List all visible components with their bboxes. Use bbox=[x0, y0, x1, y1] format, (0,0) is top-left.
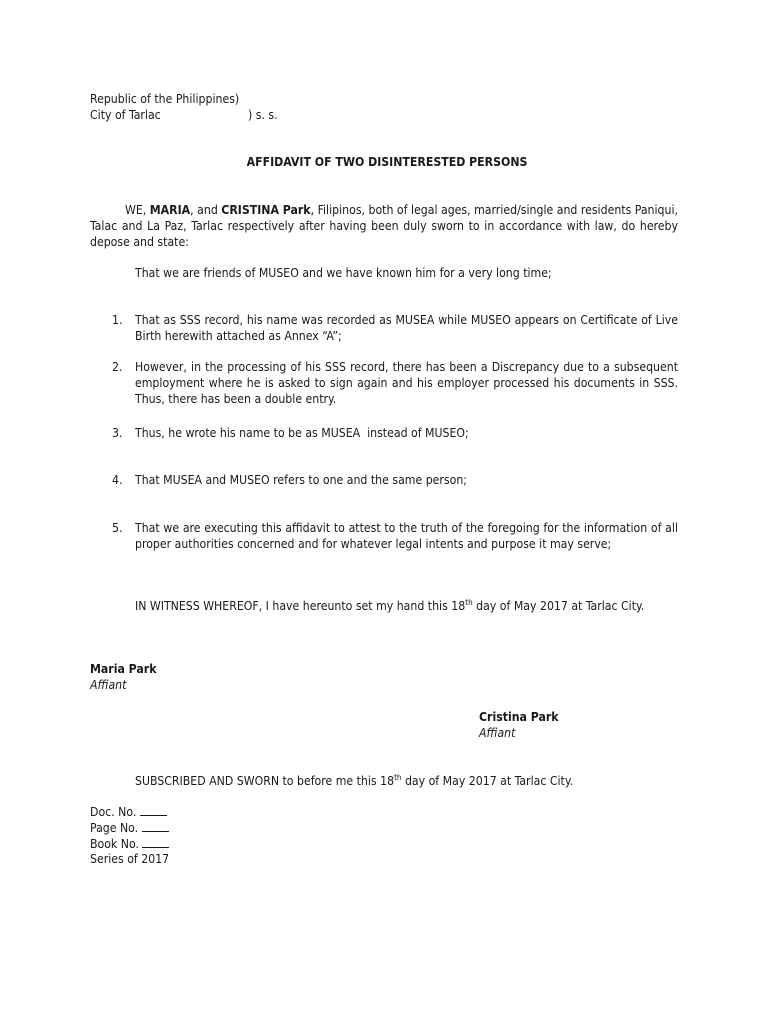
affiant-1-role: Affiant bbox=[90, 677, 127, 692]
notary-block bbox=[90, 805, 169, 868]
list-text: However, in the processing of his SSS record, there has been a Discrepancy due to a subsequent employment where he is asked to sign again and his employer processed his documents in SSS. Thus, there has been a double entry. bbox=[135, 360, 678, 406]
doc-no-label: Doc. No. bbox=[90, 805, 140, 819]
list-text: Thus, he wrote his name to be as MUSEA instead of MUSEO; bbox=[135, 426, 469, 440]
venue-city: City of Tarlac bbox=[90, 108, 161, 122]
intro-rest: , Filipinos, both of legal ages, married/single and residents Paniqui, Talac and La Paz, Tarlac respectively after having been duly sworn to in accordance with law, do hereby depose and state: bbox=[90, 203, 678, 249]
intro-name-maria: MARIA bbox=[149, 203, 191, 217]
book-no-blank bbox=[142, 838, 169, 848]
affiant-2-role: Affiant bbox=[479, 725, 516, 740]
affidavit-document bbox=[90, 0, 678, 1024]
affiant-2-name: Cristina Park bbox=[479, 710, 559, 724]
series-line: Series of 2017 bbox=[90, 852, 170, 867]
book-no-line bbox=[90, 837, 169, 853]
venue-line-2 bbox=[90, 108, 390, 124]
list-text: That MUSEA and MUSEO refers to one and the same person; bbox=[135, 473, 467, 487]
page-no-label: Page No. bbox=[90, 820, 142, 835]
list-item bbox=[112, 521, 678, 553]
document-title: AFFIDAVIT OF TWO DISINTERESTED PERSONS bbox=[246, 155, 528, 169]
list-number: 3. bbox=[112, 426, 123, 440]
friends-statement: That we are friends of MUSEO and we have known him for a very long time; bbox=[135, 266, 552, 280]
list-number: 4. bbox=[112, 473, 123, 487]
affiant-1-block bbox=[90, 662, 157, 694]
list-item bbox=[112, 313, 678, 345]
witness-paragraph bbox=[90, 599, 678, 615]
intro-and: , and bbox=[190, 203, 222, 217]
intro-name-cristina: CRISTINA Park bbox=[221, 203, 311, 217]
intro-we: WE, bbox=[125, 203, 150, 217]
list-item bbox=[112, 360, 678, 407]
intro-paragraph bbox=[90, 203, 678, 250]
venue-ss: ) s. s. bbox=[248, 108, 278, 122]
venue-line-1 bbox=[90, 92, 239, 108]
sworn-text-end: day of May 2017 at Tarlac City. bbox=[401, 774, 574, 788]
sworn-text: SUBSCRIBED AND SWORN to before me this 18 bbox=[135, 774, 395, 788]
witness-text-end: day of May 2017 at Tarlac City. bbox=[472, 599, 645, 613]
sworn-ordinal: th bbox=[394, 773, 402, 782]
list-number: 5. bbox=[112, 521, 123, 535]
list-item bbox=[112, 426, 678, 442]
list-item bbox=[112, 473, 678, 489]
affiant-1-name: Maria Park bbox=[90, 662, 157, 676]
affiant-2-block bbox=[479, 710, 559, 742]
list-number: 1. bbox=[112, 313, 123, 327]
venue-republic: Republic of the Philippines) bbox=[90, 92, 240, 106]
page-no-blank bbox=[142, 822, 169, 832]
witness-text: IN WITNESS WHEREOF, I have hereunto set my hand this 18 bbox=[135, 599, 466, 613]
sworn-statement bbox=[135, 774, 678, 790]
page-no-line bbox=[90, 821, 169, 837]
book-no-label: Book No. bbox=[90, 836, 143, 851]
list-number: 2. bbox=[112, 360, 123, 374]
witness-ordinal: th bbox=[465, 598, 473, 607]
doc-no-line bbox=[90, 805, 169, 821]
list-text: That as SSS record, his name was recorded as MUSEA while MUSEO appears on Certificate of Live Birth herewith attached as Annex “A”; bbox=[135, 313, 678, 343]
list-text: That we are executing this affidavit to attest to the truth of the foregoing for the information of all proper authorities concerned and for whatever legal intents and purpose it may serve; bbox=[135, 521, 678, 551]
doc-no-blank bbox=[140, 806, 167, 816]
